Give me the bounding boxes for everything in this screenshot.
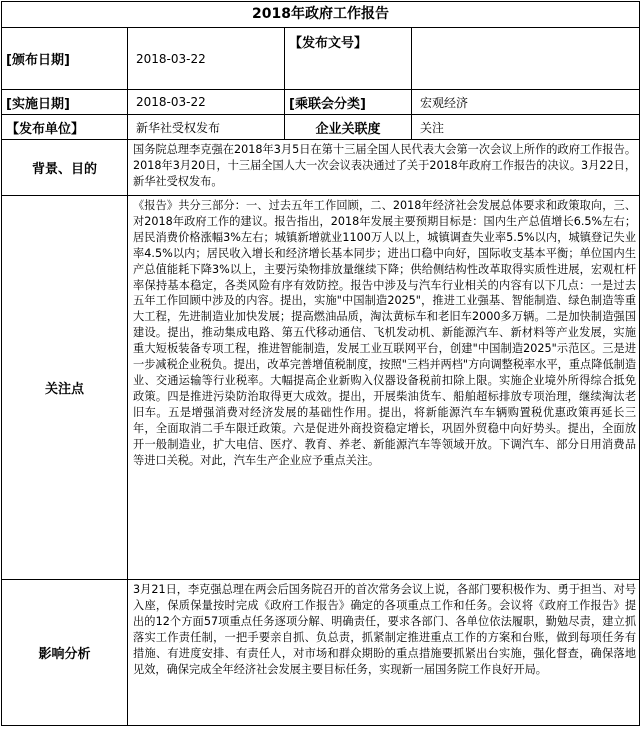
category-label: [乘联会分类] [285,90,412,115]
focus-text: 《报告》共分三部分：一、过去五年工作回顾，二、2018年经济社会发展总体要求和政策取向，三、对2018年政府工作的建议。报告指出，2018年发展主要预期目标是：国内生产总值增长6.5%左右；居民消费价格涨幅3%左右；城镇新增就业1100万人以上，城镇调查失业率5.5%以内，城镇登记失业率4.5%以内；居民收入增长和经济增长基本同步；进出口稳中向好，国际收支基本平衡；单位国内生产总值能耗下降3%以上，主要污染物排放量继续下降；供给侧结构性改革取得实质性进展，宏观杠杆率保持基本稳定，各类风险有序有效防控。报告中涉及与汽车行业相关的内容有以下几点：一是过去五年工作回顾中涉及的内容。提出，实施"中国制造2025"，推进工业强基、智能制造、绿色制造等重大工程，先进制造业加快发展；提高燃油品质，淘汰黄标车和老旧车2000多万辆。二是加快制造强国建设。提出，推动集成电路、第五代移动通信、飞机发动机、新能源汽车、新材料等产业发展，实施重大短板装备专项工程，推进智能制造，发展工业互联网平台，创建"中国制造2025"示范区。三是进一步减税企业税负。提出，改革完善增值税制度，按照"三档并两档"方向调整税率水平，重点降低制造业、交通运输等行业税率。大幅提高企业新购入仪器设备税前扣除上限。实施企业境外所得综合抵免政策。四是推进污染防治取得更大成效。提出，开展柴油货车、船舶超标排放专项治理，继续淘汰老旧车。五是增强消费对经济发展的基础性作用。提出，将新能源汽车车辆购置税优惠政策再延长三年，全面取消二手车限迁政策。六是促进外商投资稳定增长，巩固外贸稳中向好势头。提出，全面放开一般制造业，扩大电信、医疗、教育、养老、新能源汽车等领域开放。下调汽车、部分日用消费品等进口关税。对此，汽车生产企业应予重点关注。 [128,196,640,580]
impact-label: 影响分析 [2,580,128,726]
relevance-value: 关注 [412,115,640,140]
effective-date-label: [实施日期] [2,90,128,115]
doc-number-value [412,28,640,90]
background-label: 背景、目的 [2,140,128,196]
focus-label: 关注点 [2,196,128,580]
publish-date-label: [颁布日期] [2,28,128,90]
publish-date-value: 2018-03-22 [128,28,285,90]
report-title: 2018年政府工作报告 [2,2,640,28]
issuer-label: 【发布单位】 [2,115,128,140]
background-text: 国务院总理李克强在2018年3月5日在第十三届全国人民代表大会第一次会议上所作的政府工作报告。2018年3月20日，十三届全国人大一次会议表决通过了关于2018年政府工作报告的决议。3月22日，新华社受权发布。 [128,140,640,196]
effective-date-value: 2018-03-22 [128,90,285,115]
doc-number-label: 【发布文号】 [285,28,412,90]
impact-text: 3月21日，李克强总理在两会后国务院召开的首次常务会议上说，各部门要积极作为、勇于担当、对号入座，保质保量按时完成《政府工作报告》确定的各项重点工作和任务。会议将《政府工作报告》提出的12个方面57项重点任务逐项分解、明确责任，要求各部门、各单位依法履职，勤勉尽责，建立抓落实工作责任制，一把手要亲自抓、负总责，抓紧制定推进重点工作的方案和台账，做到每项任务有措施、有进度安排、有责任人，对市场和群众期盼的重点措施要抓紧出台实施，强化督查，确保落地见效，确保完成全年经济社会发展主要目标任务，实现新一届国务院工作良好开局。 [128,580,640,726]
category-value: 宏观经济 [412,90,640,115]
report-table [1,1,640,726]
issuer-value: 新华社受权发布 [128,115,285,140]
relevance-label: 企业关联度 [285,115,412,140]
